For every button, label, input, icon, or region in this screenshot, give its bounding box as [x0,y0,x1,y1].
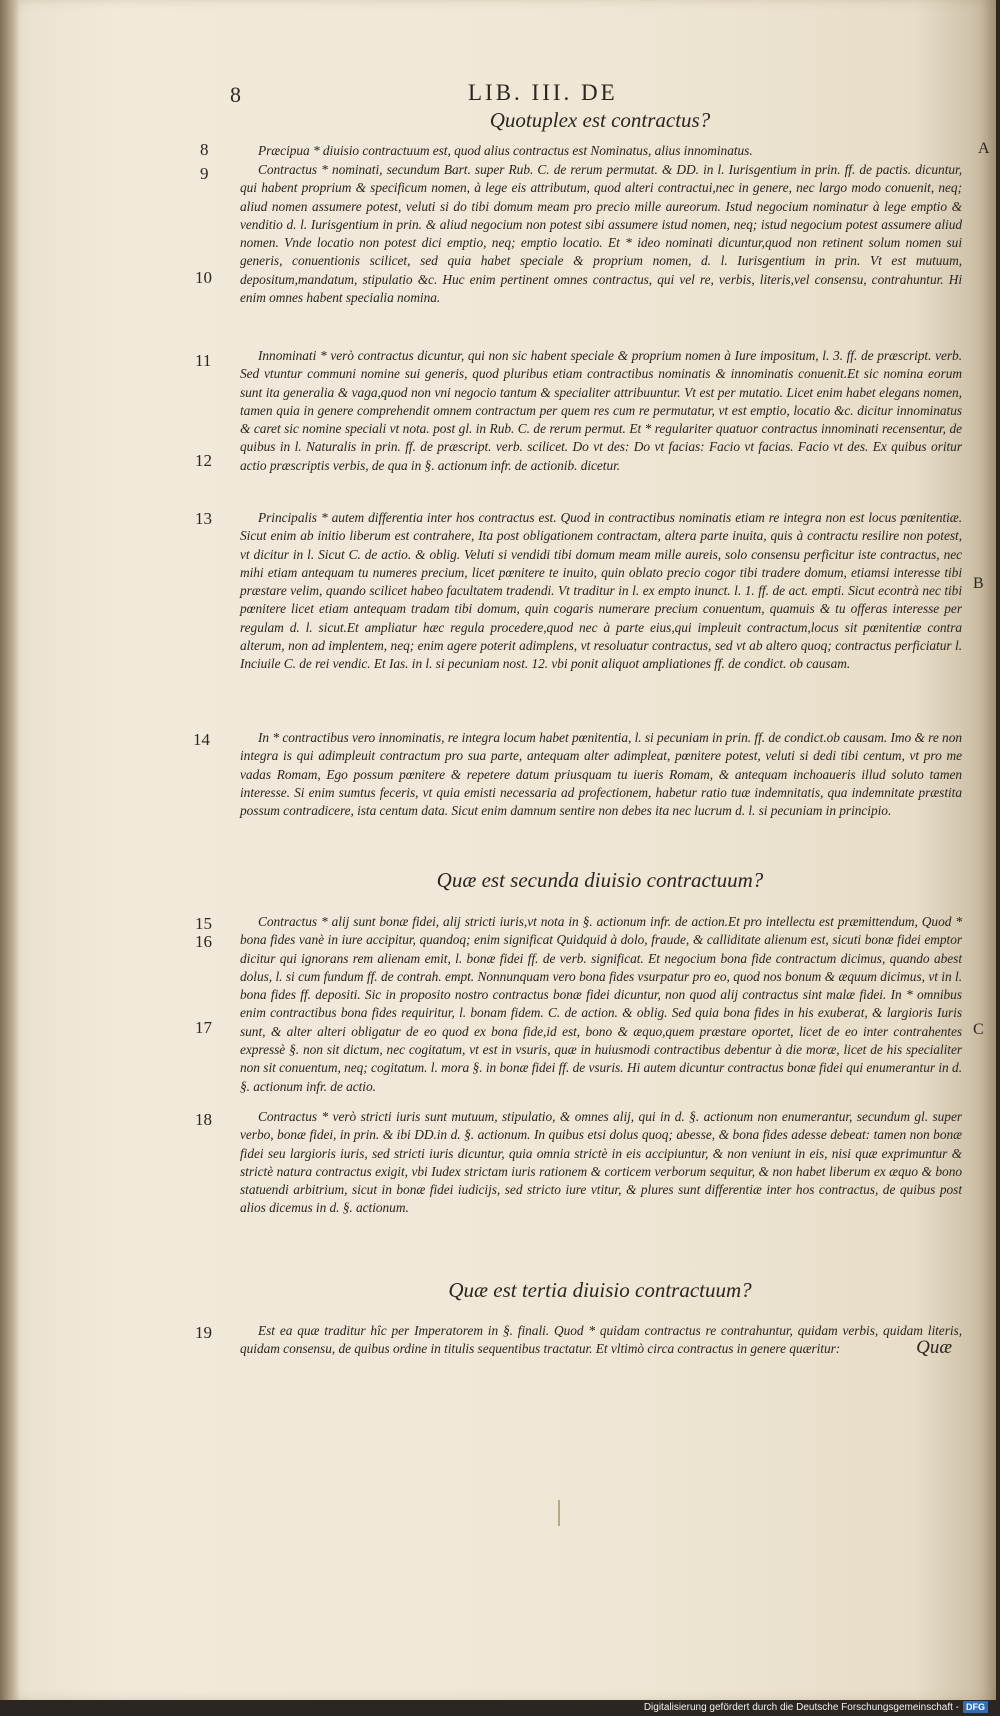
book-gutter [0,0,20,1700]
paragraph-4: Principalis * autem differentia inter hos contractus est. Quod in contractibus nominatis etiam re integra non est locus pœnitentiæ. Sicut enim ab initio liberum est contrahere, Ita post obligationem contractam, altera parte inuita, quis à contractu resilire non potest, vt dicitur in l. Sicut C. de actio. & oblig. Veluti si vendidi tibi domum meam mille aureis, solo consensu perficitur iste contractus, nec mihi etiam antequam tu numeres precium, licet pœnitere te inuito, quin oblato precio cogor tibi tradere domum, etiamsi interesse tibi præstare velim, quando scilicet habeo facultatem tradendi. Vt traditur in l. ex empto inunct. l. 1. ff. de act. empti. Sicut econtrà nec tibi pœnitere licet etiam antequam tradam tibi domum, quin cogaris numerare precium conuentum, quamuis & tu offeras interesse per regulam d. l. sicut.Et ampliatur hæc regula procedere,quod nec à parte eius,qui impleuit contractum,locus sit pœnitentiæ contra alterum, non ad implentem, neq; enim agere poterit adimplens, vt resoluatur contractus, sed vt ab altero quoq; contractus perficiatur l. Inciuile C. de rei vendic. Et Ias. in l. si pecuniam nost. 12. vbi ponit aliquot ampliationes ff. de condict. ob causam. [240,510,962,672]
paragraph-8: Est ea quæ traditur hîc per Imperatorem in §. finali. Quod * quidam contractus re contrahuntur, quidam verbis, quidam literis, quidam consensu, de quibus ordine in titulis sequentibus tractatur. Et vltimò circa contractus in genere quæritur: [240,1323,962,1357]
footer-text: Digitalisierung gefördert durch die Deutsche Forschungsgemeinschaft - [643,1702,959,1713]
margin-number: 16 [195,932,212,951]
margin-letter: B [973,575,984,592]
margin-number: 11 [195,351,212,370]
page-number: 8 [230,82,241,107]
margin-number: 14 [193,730,210,749]
footer-bar [0,1700,1000,1716]
paragraph-2: Contractus * nominati, secundum Bart. super Rub. C. de rerum permutat. & DD. in l. Iurisgentium in prin. ff. de pactis. dicuntur, qui habent proprium & specificum nomen, à lege eis attributum, quod alteri contractui,nec in genere, nec largo modo conuenit, neq; aliud nomen assumere potest, veluti si do tibi domum meam pro precio mille aureorum. Istud negocium nominatur à lege emptio & venditio d. l. Iurisgentium in prin. & aliud negocium non potest sibi assumere istud nomen, neq; istud negocium potest assumere aliud nomen. Vnde locatio non potest dici emptio, neq; emptio locatio. Et * ideo nominati dicuntur,quod non retinent solum nomen sui generis, conuentionis scilicet, sed quia habet speciale & proprium nomen, d. l. Iurisgentium in prin. Vt est mutuum, depositum,mandatum, stipulatio &c. Huc enim pertinent omnes contractus, qui vel re, verbis, literis,vel consensu, contrahuntur. Hi enim omnes habent specialia nomina. [240,162,962,306]
margin-number: 15 [195,914,212,933]
margin-number: 18 [195,1110,212,1129]
paper-mark [558,1500,560,1526]
heading-3: Quæ est tertia diuisio contractuum? [448,1278,752,1302]
running-head: LIB. III. DE [468,80,618,105]
margin-letter: C [973,1021,984,1038]
margin-number: 9 [200,164,209,183]
heading-1: Quotuplex est contractus? [489,108,711,132]
margin-number: 13 [195,509,212,528]
dfg-logo: DFG [963,1701,988,1713]
paragraph-5: In * contractibus vero innominatis, re integra locum habet pœnitentia, l. si pecuniam in prin. ff. de condict.ob causam. Imo & re non integra is qui adimpleuit contractum pro sua parte, antequam alter adimpleat, pœnitere potest, veluti si dedi tibi centum, vt pro me vadas Romam, Ego possum pœnitere & repetere datum priusquam tu iueris Romam, & antequam inchoaueris illud soluto tamen interesse. Si enim sumtus feceris, vt quia emisti necessaria ad profectionem, habetur ratio tuæ indemnitatis, qua indemnitate præstita possum contradicere, ista centum data. Sicut enim damnum sentire non debes ita nec lucrum d. l. si pecuniam in principio. [240,730,962,819]
margin-number: 10 [195,268,212,287]
margin-number: 17 [195,1018,212,1037]
margin-number: 19 [195,1323,212,1342]
margin-letter: A [978,140,990,157]
catchword: Quæ [916,1337,952,1358]
margin-number: 8 [200,140,209,159]
heading-2: Quæ est secunda diuisio contractuum? [436,868,764,892]
paragraph-6: Contractus * alij sunt bonæ fidei, alij stricti iuris,vt nota in §. actionum infr. de action.Et pro intellectu est præmittendum, Quod * bona fides vanè in iure accipitur, quandoq; enim significat Quidquid à dolo, fraude, & calliditate alienum est, sicuti bonæ fidei emptor dicitur qui ignorans rem alienam emit, l. bonæ fidei ff. de verb. significat. Et negocium bona fide contractum dicimus, quando abest dolus, l. si cum fundum ff. de contrah. empt. Nonnunquam vero bona fides vsurpatur pro eo, quod nos bonum & æquum dicimus, vt in l. bona fides ff. depositi. Sic in proposito nostro contractus bonæ fidei dicuntur, non quod alij contractus sint malæ fidei. In * omnibus enim contractibus bona fides requiritur, l. bonam fidem. C. de action. & oblig. Sed quia bona fides in his exuberat, & largioris Iuris sunt, & alter alteri obligatur de eo quod ex bona fide,id est, bono & æquo,quem præstare oportet, licet de eo inter contrahentes expressè §. non sit dictum, nec cogitatum, vt est in vsuris, quæ in huiusmodi contractibus debentur à die moræ, licet de his specialiter non sit conuentum, neq; cogitatum. l. mora §. in bonæ fidei ff. de vsuris. Hi autem dicuntur contractus bonæ fidei qui enumerantur in d. §. actionum infr. de actio. [240,914,962,1094]
paragraph-3: Innominati * verò contractus dicuntur, qui non sic habent speciale & proprium nomen à Iure impositum, l. 3. ff. de præscript. verb. Sed vtuntur communi nomine sui generis, quod pluribus etiam contractibus nominatis & innominatis conuenit.Et sic nomina eorum sunt ita generalia & vaga,quod non vni negocio tantum & specialiter attribuuntur. Vt est per mutatio. Licet enim habet elegans nomen, tamen quia in genere comprehendit omnem contractum per quem res cum re permutatur, vt est emptio, locatio &c. dicitur innominatus & caret sic nomine speciali vt nota. post gl. in Rub. C. de rerum permut. Et * regulariter quatuor contractus innominati recensentur, de quibus in l. Naturalis in prin. ff. de præscript. verb. scilicet. Do vt des: Do vt facias: Facio vt facias. Facio vt des. Ex quibus oritur actio præscriptis verbis, de qua in §. actionum infr. de actionib. dicetur. [240,348,962,473]
paragraph-7: Contractus * verò stricti iuris sunt mutuum, stipulatio, & omnes alij, qui in d. §. actionum non enumerantur, secundum gl. super verbo, bonæ fidei, in prin. & ibi DD.in d. §. actionum. In quibus etsi dolus quoq; abesse, & bona fides adesse debeat: tamen non bonæ fidei seu largioris iuris, sed stricti iuris dicuntur, quia omnia strictè in eis accipiuntur, & non veniunt in eis, nisi quæ exprimuntur & strictè natura contractus exigit, vbi Iudex strictam iuris rationem & corticem verborum sequitur, & non habet liberum ex æquo & bono statuendi arbitrium, sicut in bonæ fidei iudicijs, sed stricto iure vtitur, & plures sunt differentiæ inter hos contractus, de quibus post alios dicemus in d. §. actionum. [240,1109,962,1216]
margin-number: 12 [195,451,212,470]
paragraph-1: Præcipua * diuisio contractuum est, quod alius contractus est Nominatus, alius innominatus. [258,143,753,158]
